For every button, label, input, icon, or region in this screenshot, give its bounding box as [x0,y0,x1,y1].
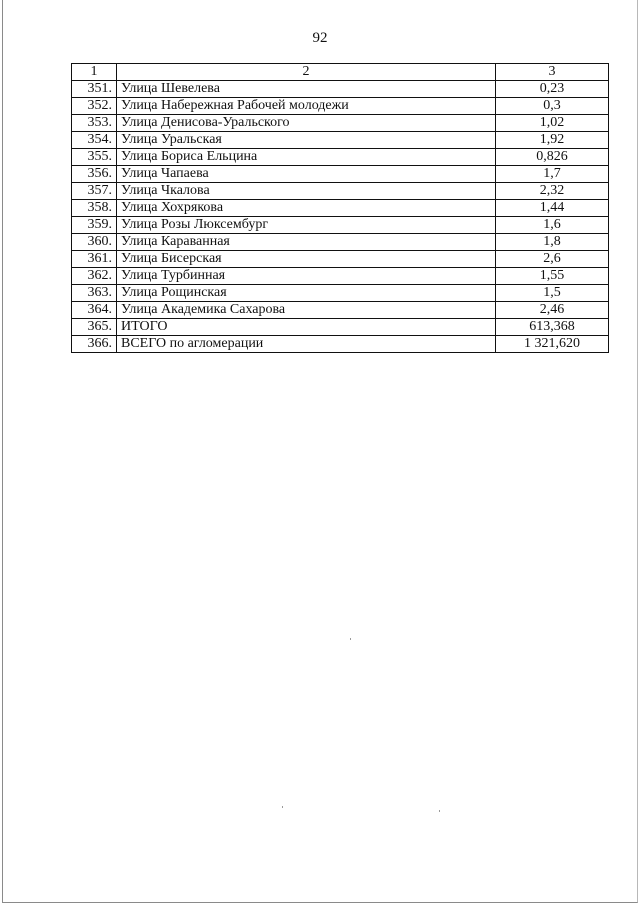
scan-speck [350,638,351,640]
row-value: 2,46 [496,302,609,319]
row-number: 359. [72,217,117,234]
table-row [72,81,609,98]
scan-speck [439,810,440,812]
scan-speck [282,806,283,808]
row-value: 1,02 [496,115,609,132]
row-name: Улица Хохрякова [117,200,496,217]
table-row [72,200,609,217]
header-col-1: 1 [72,64,117,81]
row-number: 358. [72,200,117,217]
row-value: 2,32 [496,183,609,200]
data-table [71,63,609,353]
row-value: 1,7 [496,166,609,183]
row-number: 356. [72,166,117,183]
row-value: 1,55 [496,268,609,285]
row-number: 357. [72,183,117,200]
table-row [72,251,609,268]
table-row [72,234,609,251]
table-row [72,302,609,319]
table-row [72,132,609,149]
row-number: 351. [72,81,117,98]
row-value: 0,3 [496,98,609,115]
table-row [72,217,609,234]
table-row [72,166,609,183]
row-name: Улица Уральская [117,132,496,149]
row-name: Улица Турбинная [117,268,496,285]
row-value: 1,8 [496,234,609,251]
row-value: 1,5 [496,285,609,302]
row-name: Улица Набережная Рабочей молодежи [117,98,496,115]
row-value: 0,23 [496,81,609,98]
table-row [72,319,609,336]
header-col-2: 2 [117,64,496,81]
row-number: 355. [72,149,117,166]
table-row [72,336,609,353]
table-row [72,183,609,200]
row-number: 353. [72,115,117,132]
row-number: 363. [72,285,117,302]
table-row [72,268,609,285]
row-name: Улица Шевелева [117,81,496,98]
row-value: 1,44 [496,200,609,217]
row-name: Улица Бисерская [117,251,496,268]
table-row [72,98,609,115]
row-name: Улица Денисова-Уральского [117,115,496,132]
table-body [72,81,609,353]
row-name: Улица Розы Люксембург [117,217,496,234]
row-value: 0,826 [496,149,609,166]
row-name: ВСЕГО по агломерации [117,336,496,353]
row-number: 352. [72,98,117,115]
table-row [72,115,609,132]
row-number: 362. [72,268,117,285]
row-name: Улица Чапаева [117,166,496,183]
row-value: 2,6 [496,251,609,268]
header-col-3: 3 [496,64,609,81]
row-name: Улица Бориса Ельцина [117,149,496,166]
row-value: 613,368 [496,319,609,336]
row-number: 354. [72,132,117,149]
row-name: ИТОГО [117,319,496,336]
row-value: 1 321,620 [496,336,609,353]
row-number: 365. [72,319,117,336]
row-number: 366. [72,336,117,353]
row-value: 1,92 [496,132,609,149]
row-number: 361. [72,251,117,268]
row-name: Улица Рощинская [117,285,496,302]
row-name: Улица Академика Сахарова [117,302,496,319]
page-number: 92 [312,30,328,46]
row-number: 360. [72,234,117,251]
row-value: 1,6 [496,217,609,234]
row-name: Улица Чкалова [117,183,496,200]
table-header-row [72,64,609,81]
table-row [72,285,609,302]
row-name: Улица Караванная [117,234,496,251]
row-number: 364. [72,302,117,319]
table-row [72,149,609,166]
